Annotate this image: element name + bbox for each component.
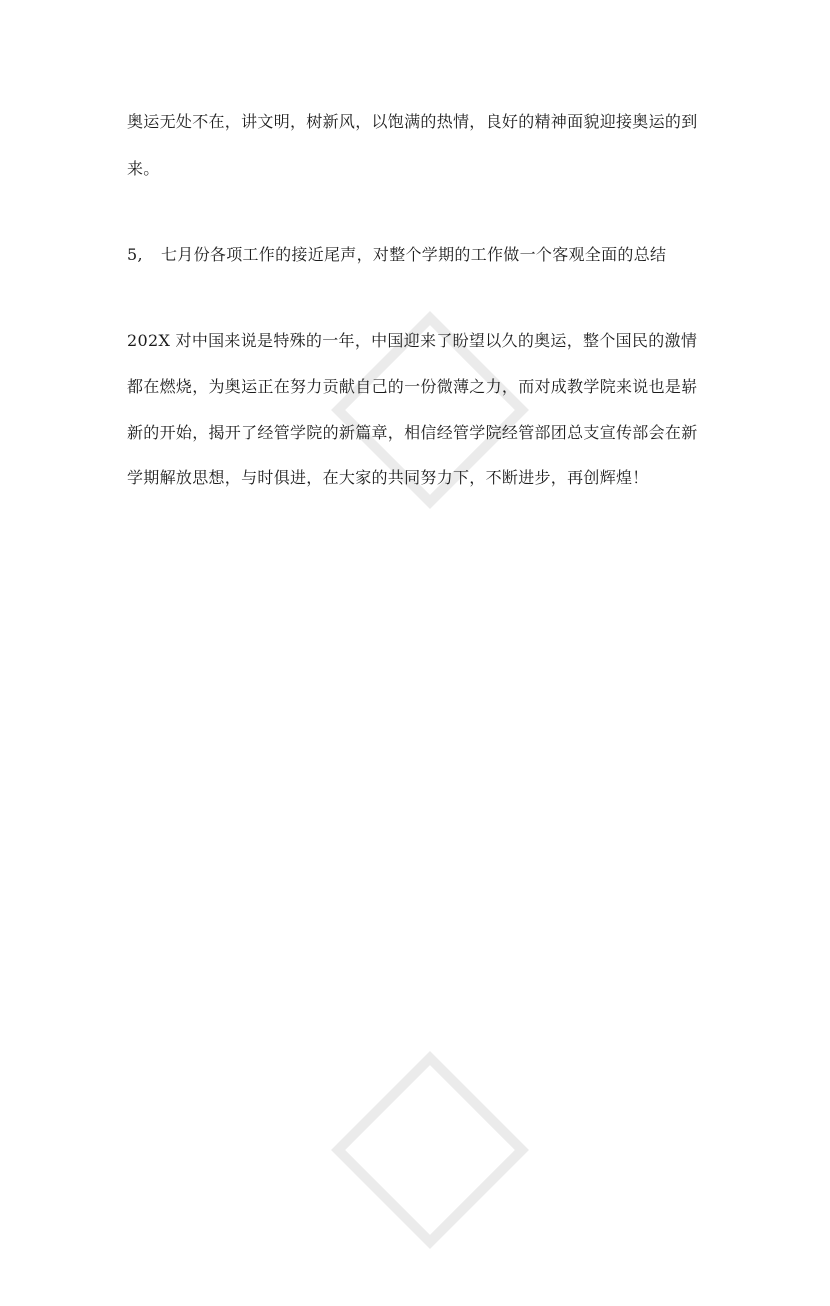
list-item-5 — [127, 245, 666, 265]
paragraph-line: 202X 对中国来说是特殊的一年，中国迎来了盼望以久的奥运，整个国民的激情 — [127, 331, 698, 350]
paragraph-line: 学期解放思想，与时俱进，在大家的共同努力下，不断进步，再创辉煌！ — [127, 468, 649, 487]
paragraph-line: 都在燃烧，为奥运正在努力贡献自己的一份微薄之力，而对成教学院来说也是崭 — [127, 377, 698, 396]
list-item-text: 七月份各项工作的接近尾声，对整个学期的工作做一个客观全面的总结 — [161, 245, 667, 264]
watermark-mark — [274, 254, 585, 565]
watermark-mark — [274, 994, 585, 1305]
list-item-number: 5, — [127, 245, 143, 264]
paragraph-line: 新的开始，揭开了经管学院的新篇章，相信经管学院经管部团总支宣传部会在新 — [127, 423, 698, 442]
paragraph-line: 来。 — [127, 159, 160, 178]
paragraph-line: 奥运无处不在，讲文明，树新风，以饱满的热情，良好的精神面貌迎接奥运的到 — [127, 112, 698, 131]
